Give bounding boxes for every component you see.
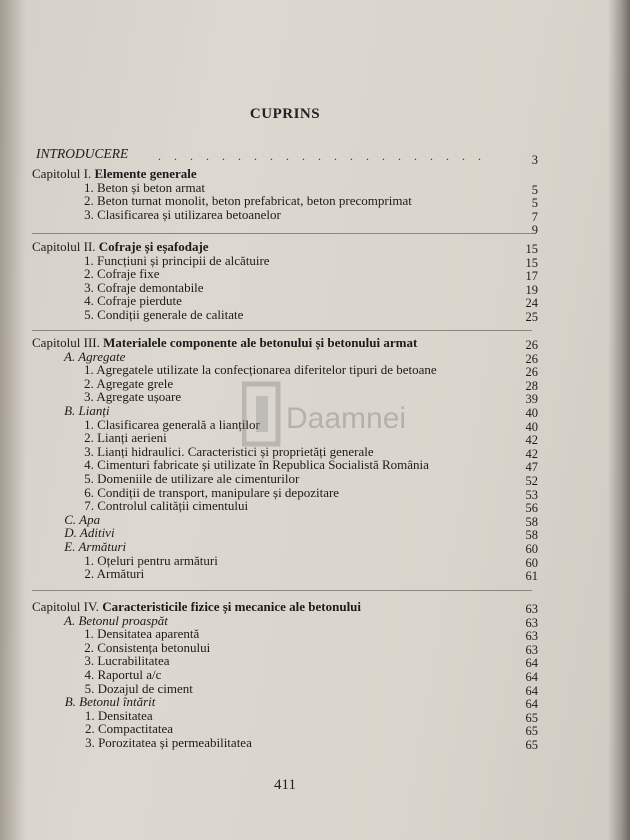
- chapter-heading: [32, 240, 502, 254]
- page-title: CUPRINS: [249, 106, 321, 122]
- toc-item: 1. Funcțiuni și principii de alcătuire: [84, 252, 270, 268]
- toc-item: 7. Controlul calității cimentului: [84, 498, 249, 514]
- toc-subsection: A. Betonul proaspăt: [64, 612, 168, 628]
- chapter-title: Caracteristicile fizice și mecanice ale betonului: [102, 599, 362, 614]
- chapter-label: Capitolul IV.: [32, 599, 103, 614]
- toc-subsection: B. Betonul întărit: [64, 694, 156, 710]
- toc-item-page: 63: [525, 642, 538, 657]
- toc-subsection: D. Aditivi: [64, 525, 115, 541]
- toc-subsection: C. Apa: [64, 511, 101, 527]
- chapter-heading: [32, 336, 502, 350]
- chapter-label: Capitolul II.: [32, 239, 99, 254]
- toc-item: 3. Agregate ușoare: [84, 389, 182, 405]
- toc-item-page: 26: [525, 365, 538, 380]
- toc-item-page: 47: [525, 460, 538, 475]
- toc-item-page: 64: [525, 683, 538, 698]
- toc-item: 3. Clasificarea și utilizarea betoanelor: [84, 206, 281, 222]
- toc-item: 5. Condiții generale de calitate: [84, 307, 244, 322]
- toc-item-page: 65: [525, 724, 538, 739]
- toc-item-page: 17: [525, 269, 538, 284]
- toc-item: 2. Agregate grele: [84, 375, 174, 391]
- toc-item: 1. Densitatea aparentă: [84, 626, 200, 642]
- chapter-title: Cofraje și eșafodaje: [98, 239, 209, 254]
- toc-item-page: 60: [525, 542, 538, 556]
- chapter-title: Elemente generale: [94, 166, 197, 181]
- toc-item-page: 64: [525, 670, 538, 684]
- toc-item-page: 19: [525, 282, 538, 297]
- toc-item: 2. Lianți aerieni: [84, 430, 167, 446]
- toc-item: 1. Oțeluri pentru armături: [84, 552, 218, 568]
- toc-item-page: 40: [525, 406, 538, 420]
- leader-dots: . . . . . . . . . . . . . . . . . . . . .: [158, 149, 486, 163]
- toc-item-page: 60: [525, 555, 538, 570]
- toc-item-page: 63: [525, 629, 538, 644]
- page-number: 411: [274, 777, 296, 793]
- section-divider: [32, 233, 532, 234]
- toc-item-page: 64: [525, 697, 538, 712]
- chapter-heading: [32, 600, 502, 614]
- toc-item-page: 25: [525, 310, 538, 324]
- toc-item-page: 5: [531, 182, 538, 197]
- toc-subsection: E. Armături: [64, 539, 127, 554]
- toc-item: 2. Consistența betonului: [84, 639, 211, 655]
- toc-item: 2. Cofraje fixe: [84, 266, 160, 282]
- toc-item-page: 15: [525, 255, 538, 270]
- toc-item: 4. Cimenturi fabricate și utilizate în Republica Socialistă România: [84, 457, 429, 473]
- chapter-label: Capitolul III.: [32, 335, 104, 350]
- toc-item: 3. Cofraje demontabile: [84, 279, 204, 295]
- toc-item: 5. Domeniile de utilizare ale cimenturilor: [84, 471, 300, 486]
- toc-item: 6. Condiții de transport, manipulare și depozitare: [84, 484, 340, 500]
- toc-intro-label: INTRODUCERE: [36, 146, 129, 161]
- toc-item-page: 64: [525, 656, 538, 671]
- toc-item: 3. Lucrabilitatea: [84, 653, 170, 669]
- page-shadow-right: [608, 0, 630, 840]
- section-divider: [32, 590, 532, 591]
- chapter-label: Capitolul I.: [32, 166, 95, 181]
- toc-item-page: 65: [525, 738, 538, 752]
- toc-item-page: 53: [525, 487, 538, 502]
- toc-item-page: 65: [525, 710, 538, 725]
- section-divider: [32, 330, 532, 331]
- watermark-logo: [242, 376, 412, 454]
- toc-item: 2. Compactitatea: [84, 721, 174, 737]
- toc-item: 4. Raportul a/c: [84, 667, 162, 682]
- toc-item-page: 26: [525, 351, 538, 366]
- page-shadow-left: [0, 0, 26, 840]
- toc-item-page: 63: [525, 615, 538, 630]
- chapter-page: 63: [525, 602, 538, 616]
- toc-subsection: A. Agregate: [64, 348, 126, 364]
- chapter-page: 15: [525, 242, 538, 256]
- toc-item-page: 39: [525, 392, 538, 407]
- toc-item-page: 28: [525, 378, 538, 393]
- toc-item: 2. Armături: [84, 566, 145, 582]
- toc-item-page: 7: [531, 209, 538, 224]
- toc-item: 1. Agregatele utilizate la confecționarea diferitelor tipuri de betoane: [84, 362, 437, 378]
- chapter-page: 26: [525, 338, 538, 352]
- chapter-heading: [32, 167, 502, 181]
- toc-item-page: 24: [525, 296, 538, 311]
- toc-item: 2. Beton turnat monolit, beton prefabricat, beton precomprimat: [84, 193, 412, 209]
- toc-item-page: 58: [525, 528, 538, 543]
- toc-item: 1. Densitatea: [84, 707, 153, 723]
- chapter-title: Materialele componente ale betonului și betonului armat: [103, 335, 418, 350]
- toc-item-page: 40: [525, 419, 538, 434]
- toc-item-page: 56: [525, 501, 538, 516]
- toc-item: 4. Cofraje pierdute: [84, 293, 182, 309]
- toc-item-page: 42: [525, 446, 538, 461]
- watermark-text: Daamnei: [286, 402, 407, 435]
- toc-item: 1. Beton și beton armat: [84, 179, 205, 195]
- toc-item: 1. Clasificarea generală a lianților: [84, 416, 260, 432]
- toc-item-page: 52: [525, 474, 538, 488]
- toc-item: 3. Porozitatea și permeabilitatea: [85, 735, 252, 750]
- toc-item: 5. Dozajul de ciment: [84, 680, 193, 696]
- toc-subsection: B. Lianți: [64, 403, 110, 418]
- toc-item-page: 61: [525, 569, 538, 584]
- toc-intro-page: 3: [531, 153, 538, 167]
- toc-item-page: 42: [525, 433, 538, 448]
- toc-item-page: 9: [531, 223, 538, 238]
- toc-item-page: 5: [531, 196, 538, 211]
- toc-item-page: 58: [525, 514, 538, 529]
- toc-item: 3. Lianți hidraulici. Caracteristici și proprietăți generale: [84, 443, 374, 459]
